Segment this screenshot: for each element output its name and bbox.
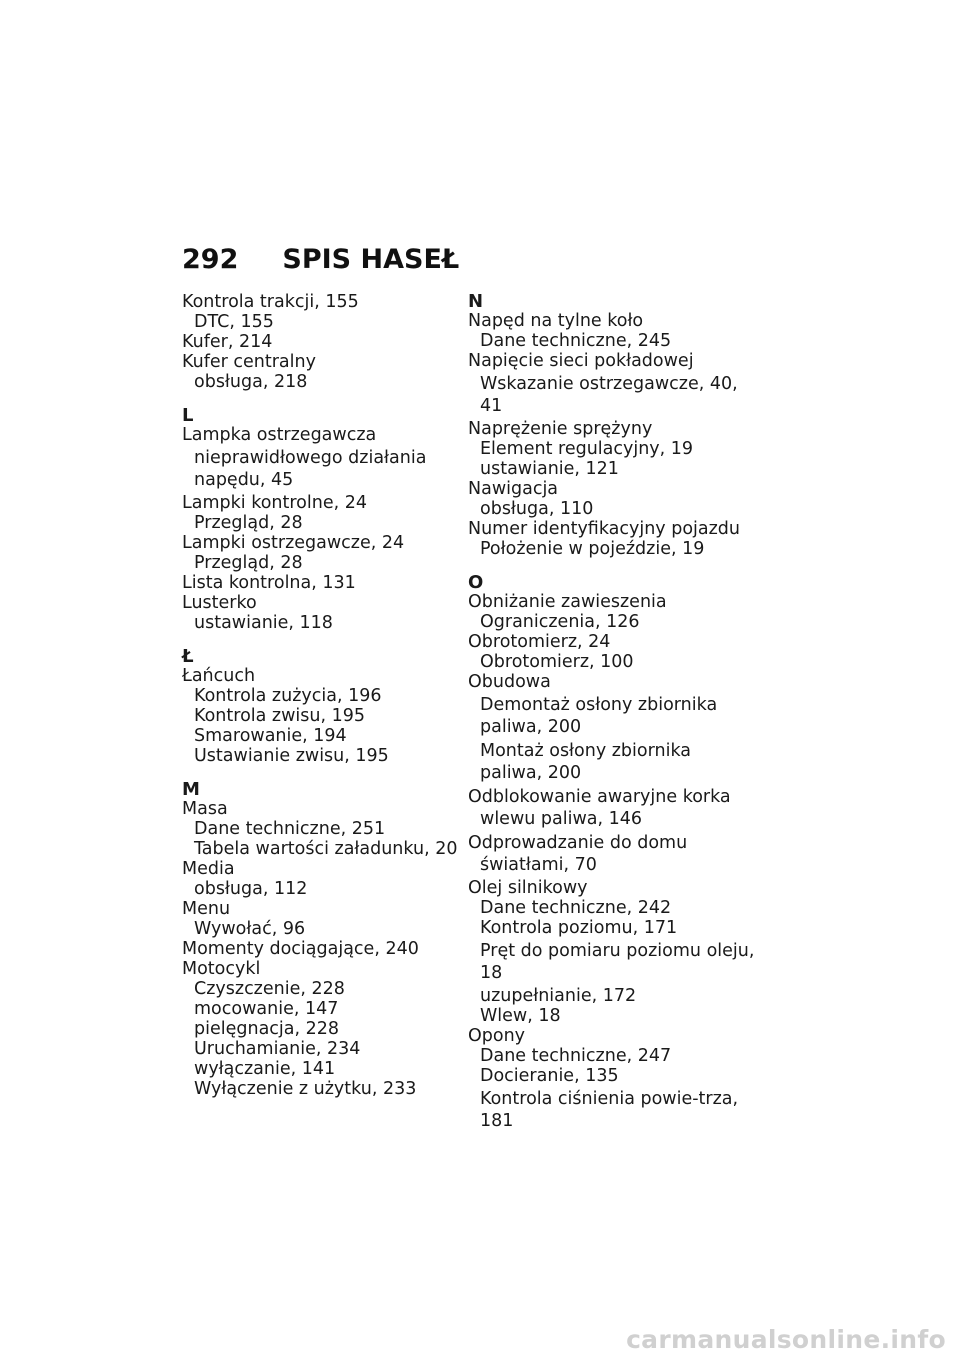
index-subentry: obsługa, 218 [194,372,308,392]
index-entry: Odblokowanie awaryjne korka wlewu paliwa, 146 [468,787,731,829]
index-subentry: Wywołać, 96 [194,919,306,939]
index-subentry: obsługa, 112 [194,879,308,899]
index-entry: Lista kontrolna, 131 [182,573,356,593]
index-entry: Obrotomierz, 24 [468,632,611,652]
index-subentry: Przegląd, 28 [194,553,303,573]
index-section [182,292,472,392]
index-subentry: wyłączanie, 141 [194,1059,336,1079]
index-entry: Napięcie sieci pokładowej [468,351,694,371]
index-entry: Olej silnikowy [468,878,588,898]
section-letter: N [468,291,484,312]
index-subentry: Uruchamianie, 234 [194,1039,361,1059]
index-subentry: ustawianie, 121 [480,459,619,479]
index-subentry: Wyłączenie z użytku, 233 [194,1079,417,1099]
index-subentry: Obrotomierz, 100 [480,652,634,672]
section-letter: M [182,779,200,800]
index-subentry: Kontrola zużycia, 196 [194,686,382,706]
index-entry: Lampki ostrzegawcze, 24 [182,533,405,553]
index-subentry: Element regulacyjny, 19 [480,439,694,459]
index-subentry: Wlew, 18 [480,1006,561,1026]
index-entry: Opony [468,1026,526,1046]
index-subentry: Tabela wartości załadunku, 20 [194,839,458,859]
page-number: 292 [182,244,239,275]
index-subentry: Pręt do pomiaru poziomu oleju, 18 [480,941,755,983]
index-subentry: DTC, 155 [194,312,274,332]
index-section [182,647,472,766]
index-entry: Obudowa [468,672,551,692]
index-subentry: Dane techniczne, 251 [194,819,386,839]
index-subentry: mocowanie, 147 [194,999,339,1019]
section-letter: L [182,405,194,426]
section-letter: O [468,572,484,593]
section-letter: Ł [182,646,194,667]
index-subentry: Dane techniczne, 242 [480,898,672,918]
watermark: carmanualsonline.info [626,1325,946,1354]
index-subentry: Przegląd, 28 [194,513,303,533]
index-subentry: Dane techniczne, 245 [480,331,672,351]
index-subentry: Ograniczenia, 126 [480,612,640,632]
index-column-left [182,292,472,1113]
index-subentry: Czyszczenie, 228 [194,979,345,999]
index-entry: Nawigacja [468,479,559,499]
index-entry: Lusterko [182,593,257,613]
index-subentry: Kontrola ciśnienia powie-trza, 181 [480,1089,739,1131]
index-entry: Naprężenie sprężyny [468,419,653,439]
index-subentry: Docieranie, 135 [480,1066,619,1086]
index-entry: Kufer centralny [182,352,316,372]
index-subentry: Kontrola zwisu, 195 [194,706,366,726]
index-entry: Obniżanie zawieszenia [468,592,667,612]
page-title: SPIS HASEŁ [282,244,460,275]
index-subentry: Smarowanie, 194 [194,726,347,746]
index-section [182,780,472,1099]
index-entry: Momenty dociągające, 240 [182,939,419,959]
index-subentry: Demontaż osłony zbiornika paliwa, 200 [480,695,718,737]
index-subentry: Wskazanie ostrzegawcze, 40, 41 [480,374,738,416]
index-subentry: nieprawidłowego działania napędu, 45 [194,448,427,490]
index-subentry: Położenie w pojeździe, 19 [480,539,705,559]
index-subentry: ustawianie, 118 [194,613,333,633]
index-section [182,406,472,633]
index-subentry: Ustawianie zwisu, 195 [194,746,389,766]
index-entry: Kontrola trakcji, 155 [182,292,359,312]
page-header [182,244,459,275]
index-subentry: Kontrola poziomu, 171 [480,918,678,938]
index-entry: Odprowadzanie do domu światłami, 70 [468,833,688,875]
index-entry: Lampka ostrzegawcza [182,425,377,445]
index-subentry: pielęgnacja, 228 [194,1019,340,1039]
index-entry: Masa [182,799,228,819]
index-column-right [468,292,758,1146]
index-entry: Kufer, 214 [182,332,273,352]
index-entry: Lampki kontrolne, 24 [182,493,367,513]
index-subentry: uzupełnianie, 172 [480,986,637,1006]
index-entry: Media [182,859,235,879]
index-subentry: obsługa, 110 [480,499,594,519]
index-entry: Łańcuch [182,666,256,686]
index-entry: Napęd na tylne koło [468,311,644,331]
index-subentry: Montaż osłony zbiornika paliwa, 200 [480,741,691,783]
index-entry: Menu [182,899,231,919]
index-entry: Motocykl [182,959,261,979]
index-entry: Numer identyfikacyjny pojazdu [468,519,741,539]
index-subentry: Dane techniczne, 247 [480,1046,672,1066]
index-section [468,573,758,1132]
index-section [468,292,758,559]
